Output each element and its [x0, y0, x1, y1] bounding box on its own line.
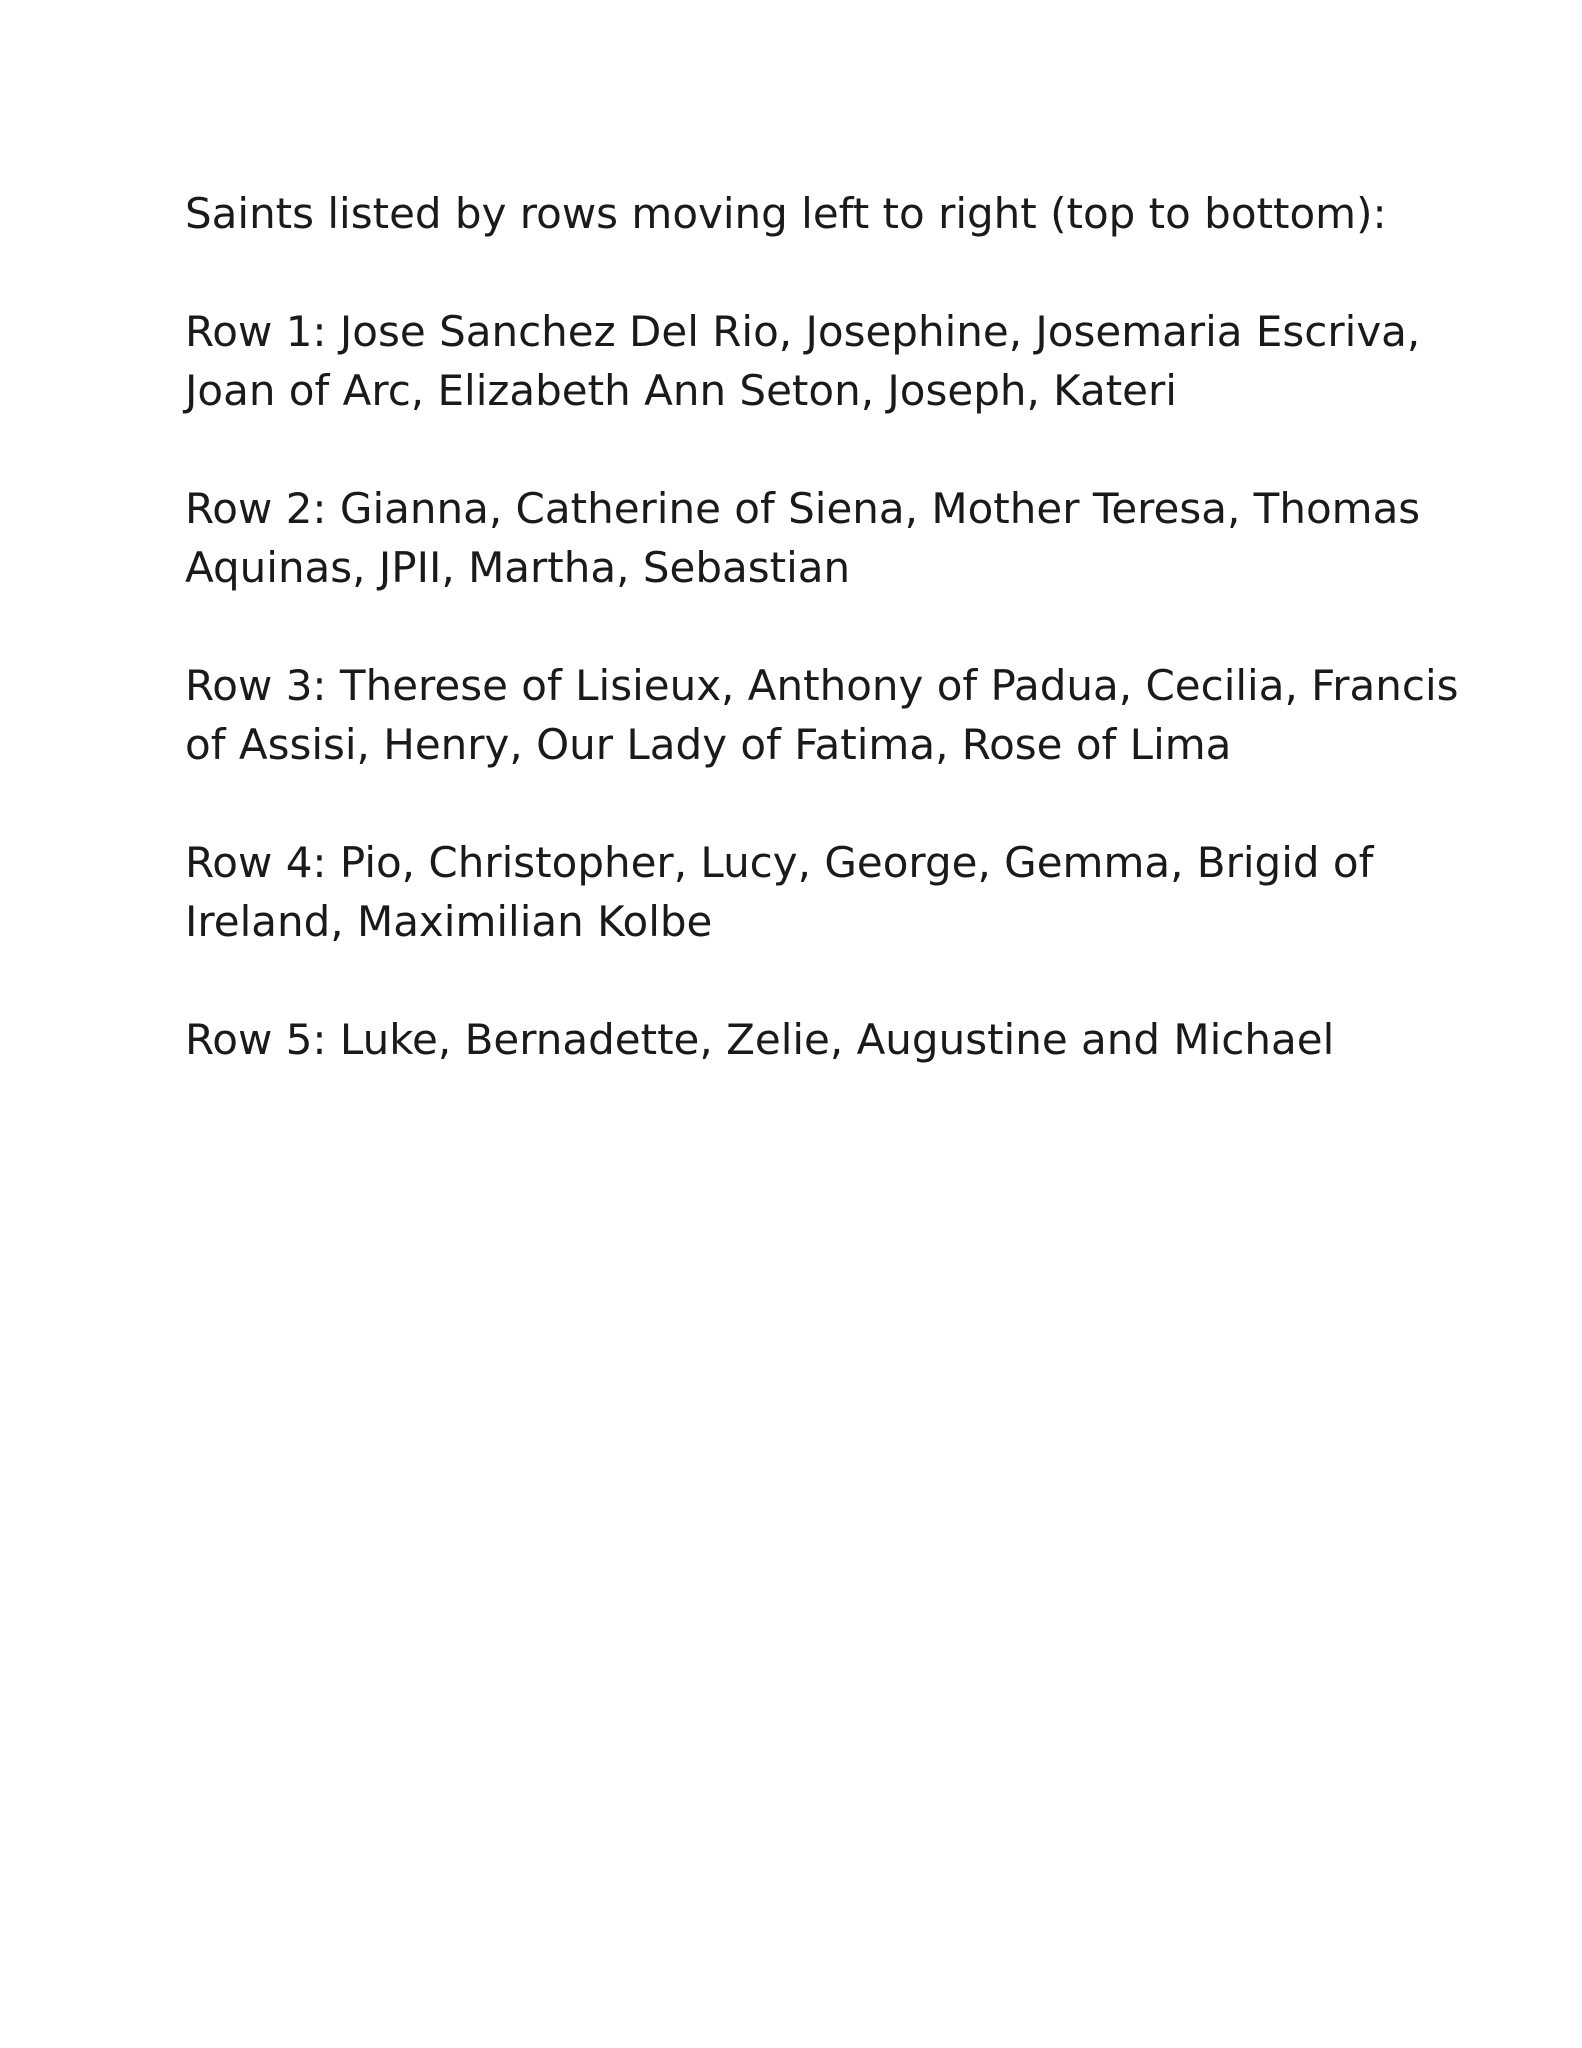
row-4-entry [185, 833, 1425, 951]
row-1-line-2: Joan of Arc, Elizabeth Ann Seton, Joseph, Kateri [185, 366, 1177, 415]
row-1-line-1: Row 1: Jose Sanchez Del Rio, Josephine, Josemaria Escriva, [185, 307, 1421, 356]
document-body [185, 184, 1459, 1128]
row-5-entry [185, 1010, 1425, 1069]
intro-text: Saints listed by rows moving left to right (top to bottom): [185, 189, 1387, 238]
row-2-line-2: Aquinas, JPII, Martha, Sebastian [185, 543, 851, 592]
row-2-line-1: Row 2: Gianna, Catherine of Siena, Mother Teresa, Thomas [185, 484, 1421, 533]
row-3-entry [185, 656, 1459, 774]
row-3-line-1: Row 3: Therese of Lisieux, Anthony of Padua, Cecilia, Francis [185, 661, 1459, 710]
row-1-entry [185, 302, 1425, 420]
row-3-line-2: of Assisi, Henry, Our Lady of Fatima, Rose of Lima [185, 720, 1232, 769]
row-4-line-2: Ireland, Maximilian Kolbe [185, 897, 713, 946]
row-2-entry [185, 479, 1425, 597]
row-4-line-1: Row 4: Pio, Christopher, Lucy, George, Gemma, Brigid of [185, 838, 1374, 887]
row-5-line-1: Row 5: Luke, Bernadette, Zelie, Augustine and Michael [185, 1015, 1335, 1064]
